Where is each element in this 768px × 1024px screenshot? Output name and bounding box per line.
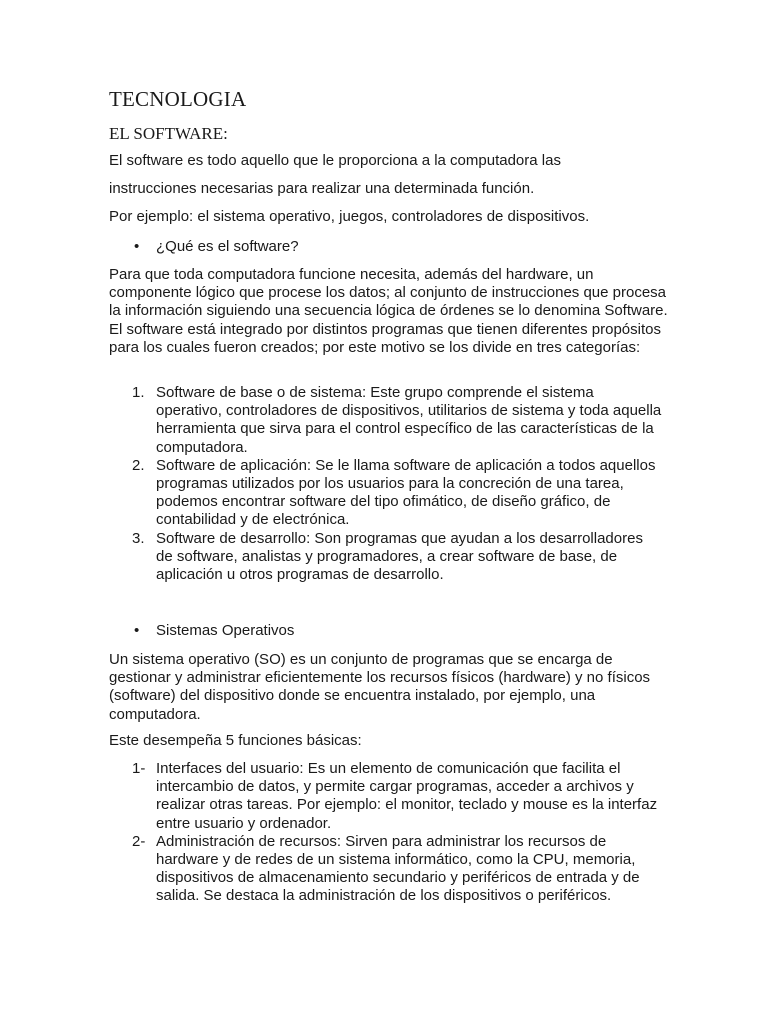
list-number: 1- — [132, 760, 146, 777]
list-number: 3. — [132, 529, 145, 547]
bullet-icon: • — [134, 622, 140, 639]
list-item-text: Software de desarrollo: Son programas que ayudan a los desarrolladores de software, analistas y programadores, a crear software de base, de aplicación u otros programas de desarrollo. — [156, 529, 643, 584]
list-item-text: Software de base o de sistema: Este grupo comprende el sistema operativo, controladores de dispositivos, utilitarios de sistema y toda aquella herramienta que sirva para el control específico de las características de la computadora. — [156, 384, 662, 456]
section-heading: EL SOFTWARE: — [109, 124, 228, 143]
list-item-text: Administración de recursos: Sirven para administrar los recursos de hardware y de redes de un sistema informático, como la CPU, memoria, dispositivos de almacenamiento secundario y periféricos de entrada y de salida. Se destaca la administración de los dispositivos o periféricos. — [156, 832, 640, 905]
list-number: 2. — [132, 456, 145, 474]
intro-line-1: El software es todo aquello que le proporciona a la computadora las — [109, 152, 561, 169]
document-title: TECNOLOGIA — [109, 87, 247, 111]
bullet-text: ¿Qué es el software? — [156, 238, 299, 255]
paragraph-os-definition: Un sistema operativo (SO) es un conjunto de programas que se encarga de gestionar y administrar eficientemente los recursos físicos (hardware) y no físicos (software) del dispositivo donde se encuentra instalado, por ejemplo, una computadora. — [109, 651, 651, 723]
bullet-icon: • — [134, 238, 140, 255]
paragraph-software-definition: Para que toda computadora funcione necesita, además del hardware, un componente lógico que procese los datos; al conjunto de instrucciones que procesa la información siguiendo una secuencia lógica de órdenes se lo denomina Software. El software está integrado por distintos programas que tienen diferentes propósitos para los cuales fueron creados; por este motivo se los divide en tres categorías: — [109, 266, 668, 356]
software-categories-list — [132, 384, 662, 584]
list-item — [132, 457, 662, 530]
os-functions-list — [132, 760, 662, 906]
bullet-text: Sistemas Operativos — [156, 622, 295, 639]
list-item — [132, 530, 662, 585]
list-item — [132, 384, 662, 457]
list-number: 1. — [132, 384, 145, 401]
paragraph-functions-intro: Este desempeña 5 funciones básicas: — [109, 732, 362, 749]
list-item — [132, 760, 662, 833]
list-item-text: Interfaces del usuario: Es un elemento de comunicación que facilita el intercambio de datos, y permite cargar programas, acceder a archivos y realizar otras tareas. Por ejemplo: el monitor, teclado y mouse es la interfaz entre usuario y ordenador. — [156, 760, 658, 832]
list-number: 2- — [132, 832, 146, 850]
list-item-text: Software de aplicación: Se le llama software de aplicación a todos aquellos programas utilizados por los usuarios para la concreción de una tarea, podemos encontrar software del tipo ofimático, de diseño gráfico, de contabilidad y de electrónica. — [156, 456, 656, 529]
list-item — [132, 833, 662, 906]
intro-example: Por ejemplo: el sistema operativo, juegos, controladores de dispositivos. — [109, 208, 590, 225]
intro-line-2: instrucciones necesarias para realizar una determinada función. — [109, 180, 535, 197]
